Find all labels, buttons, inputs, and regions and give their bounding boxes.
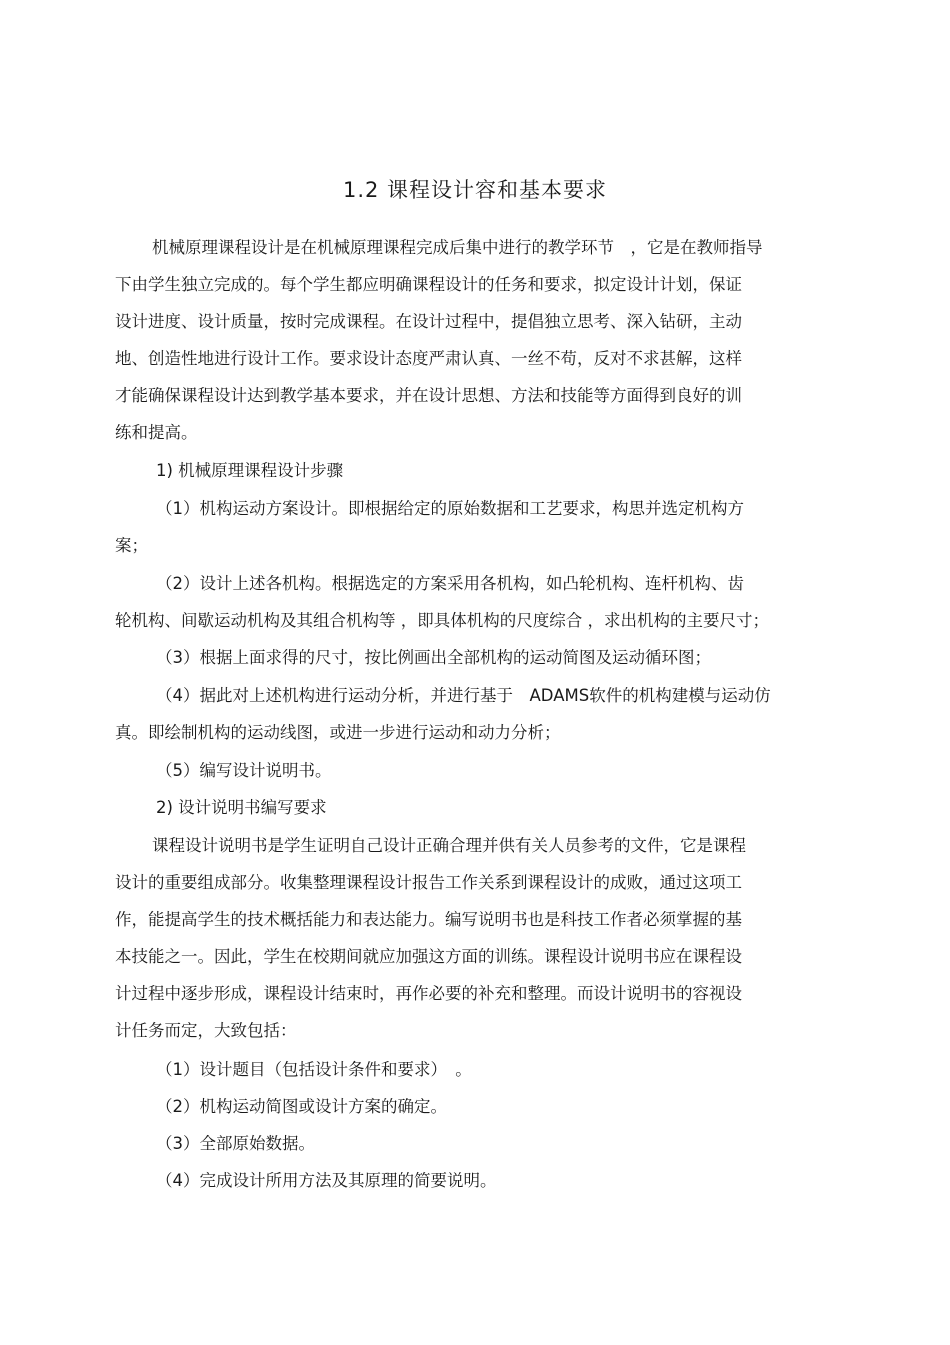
paragraph-line: 下由学生独立完成的。每个学生都应明确课程设计的任务和要求，拟定设计计划，保证 xyxy=(115,275,742,294)
paragraph-line: 设计进度、设计质量，按时完成课程。在设计过程中，提倡独立思考、深入钻研，主动 xyxy=(115,312,742,331)
paragraph-line: 设计的重要组成部分。收集整理课程设计报告工作关系到课程设计的成败，通过这项工 xyxy=(115,873,742,892)
list-item-continuation: 真。即绘制机构的运动线图，或进一步进行运动和动力分析； xyxy=(115,723,561,742)
list-item: （1）设计题目（包括设计条件和要求） 。 xyxy=(156,1060,472,1079)
paragraph-line: 计过程中逐步形成，课程设计结束时，再作必要的补充和整理。而设计说明书的容视设 xyxy=(115,984,742,1003)
subheading-requirements: 2) 设计说明书编写要求 xyxy=(156,798,327,817)
list-item: （4）完成设计所用方法及其原理的简要说明。 xyxy=(156,1171,497,1190)
paragraph-line: 本技能之一。因此，学生在校期间就应加强这方面的训练。课程设计说明书应在课程设 xyxy=(115,947,742,966)
subheading-steps: 1) 机械原理课程设计步骤 xyxy=(156,461,344,480)
list-item: （3）全部原始数据。 xyxy=(156,1134,315,1153)
list-item-continuation: 案； xyxy=(115,536,148,555)
list-item: （3）根据上面求得的尺寸，按比例画出全部机构的运动简图及运动循环图； xyxy=(156,648,711,667)
paragraph-line: 机械原理课程设计是在机械原理课程完成后集中进行的教学环节 ，它是在教师指导 xyxy=(152,238,763,257)
paragraph-line: 练和提高。 xyxy=(115,423,198,442)
paragraph-line: 才能确保课程设计达到教学基本要求，并在设计思想、方法和技能等方面得到良好的训 xyxy=(115,386,742,405)
list-item-continuation: 轮机构、间歇运动机构及其组合机构等 ，即具体机构的尺度综合 ，求出机构的主要尺寸； xyxy=(115,611,769,630)
paragraph-line: 地、创造性地进行设计工作。要求设计态度严肃认真、一丝不苟，反对不求甚解，这样 xyxy=(115,349,742,368)
list-item: （5）编写设计说明书。 xyxy=(156,761,332,780)
paragraph-line: 作，能提高学生的技术概括能力和表达能力。编写说明书也是科技工作者必须掌握的基 xyxy=(115,910,742,929)
list-item: （1）机构运动方案设计。即根据给定的原始数据和工艺要求，构思并选定机构方 xyxy=(156,499,744,518)
list-item: （2）机构运动简图或设计方案的确定。 xyxy=(156,1097,447,1116)
list-item: （4）据此对上述机构进行运动分析，并进行基于 ADAMS软件的机构建模与运动仿 xyxy=(156,686,771,705)
section-title: 1.2 课程设计容和基本要求 xyxy=(342,178,608,202)
paragraph-line: 计任务而定，大致包括： xyxy=(115,1021,297,1040)
paragraph-line: 课程设计说明书是学生证明自己设计正确合理并供有关人员参考的文件，它是课程 xyxy=(152,836,746,855)
list-item: （2）设计上述各机构。根据选定的方案采用各机构，如凸轮机构、连杆机构、齿 xyxy=(156,574,744,593)
